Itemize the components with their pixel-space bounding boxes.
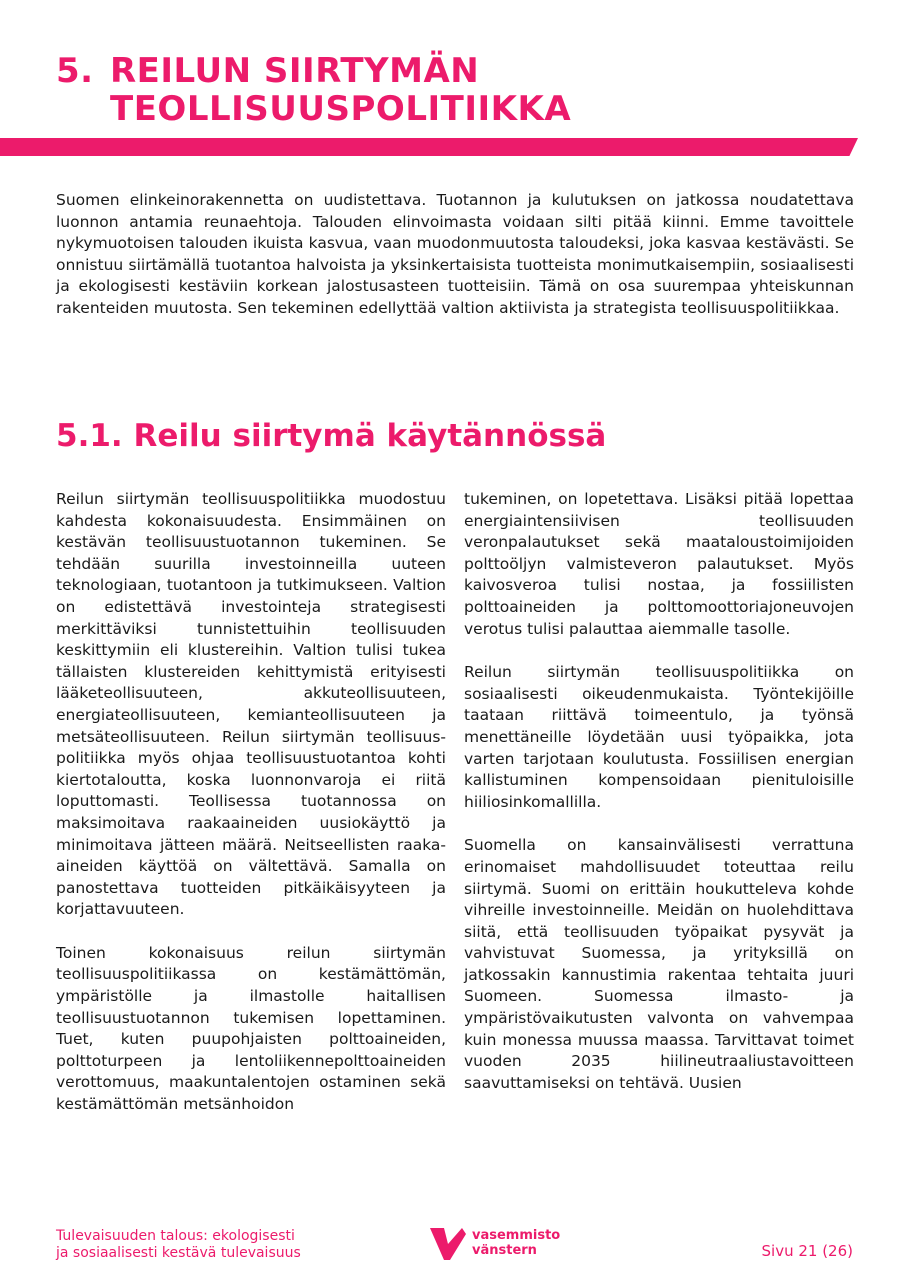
footer-title-line-2: ja sosiaalisesti kestävä tulevaisuus (56, 1245, 301, 1261)
right-paragraph-3: Suomella on kansainvälisesti verrattuna erinomaiset mahdollisuudet toteuttaa reilu siirtymä. Suomi on erittäin houkutteleva kohde vihreille investoinneille. Meidän on huolehdittava siitä, että teollisuuden työpaikat pysyvät ja vahvistuvat Suomessa, ja yrityksillä on jatkossakin kannustimia rakentaa tehtaita juuri Suomeen. Suomessa ilmasto- ja ympäristövaikutusten valvonta on vahvempaa kuin monessa muussa maassa. Tarvittavat toimet vuoden 2035 hiilineutraaliustavoitteen saavuttamiseksi on tehtävä. Uusien (464, 836, 854, 1092)
footer-document-title (56, 1228, 301, 1262)
vasemmisto-logo (428, 1224, 578, 1264)
intro-paragraph: Suomen elinkeinorakennetta on uudistettava. Tuotannon ja kulutuksen on jatkossa noudatettava luonnon antamia reunaehtoja. Talouden elinvoimasta voidaan silti pitää kiinni. Emme tavoittele nykymuotoisen talouden ikuista kasvua, vaan muodonmuutosta taloudeksi, joka kasvaa kestävästi. Se onnistuu siirtämällä tuotantoa halvoista ja yksinkertaisista tuotteista monimutkaisempiin, sosiaalisesti ja ekologisesti kestäviin korkean jalostusasteen tuotteisiin. Tämä on osa suurempaa yhteiskunnan rakenteiden muutosta. Sen tekeminen edellyttää valtion aktiivista ja strategista teollisuuspolitiikkaa. (56, 191, 854, 317)
right-paragraph-1: tukeminen, on lopetettava. Lisäksi pitää lopettaa energiaintensiivisen teollisuuden veronpalautukset sekä maataloustoimijoiden polttoöljyn valmisteveron palautukset. Myös kaivosveroa tulisi nostaa, ja fossiilisten polttoaineiden ja polttomoottoriajoneuvojen verotus tulisi palauttaa aiemmalle tasolle. (464, 490, 854, 638)
chapter-title-line-2: TEOLLISUUSPOLITIIKKA (110, 89, 572, 129)
heading-divider-bar (0, 138, 858, 156)
right-paragraph-2: Reilun siirtymän teollisuuspolitiikka on sosiaalisesti oikeudenmukaista. Työntekijöille taataan riittävä toimeentulo, ja työnsä menettäneille löydetään uusi työpaikka, jota varten tarjotaan koulutusta. Fossiilisen energian kallistuminen kompensoidaan pienituloisille hiiliosinkomallilla. (464, 663, 854, 811)
left-paragraph-2: Toinen kokonaisuus reilun siirtymän teollisuuspolitiikassa on kestämättömän, ympäristölle ja ilmastolle haitallisen teollisuustuotannon tukemisen lopettaminen. Tuet, kuten puupohjaisten polttoaineiden, polttoturpeen ja lentoliikennepolttoaineiden verottomuus, maakuntalentojen ostaminen sekä kestämättömän metsänhoidon (56, 943, 446, 1114)
chapter-title-line-1: REILUN SIIRTYMÄN (110, 51, 480, 91)
v-logo-icon (428, 1224, 468, 1264)
logo-text-line-1: vasemmisto (472, 1228, 561, 1243)
page-number: Sivu 21 (26) (761, 1242, 853, 1260)
right-column (464, 489, 854, 1116)
section-heading: 5.1. Reilu siirtymä käytännössä (56, 418, 607, 454)
footer-title-line-1: Tulevaisuuden talous: ekologisesti (56, 1228, 295, 1244)
left-paragraph-1: Reilun siirtymän teollisuuspolitiikka muodostuu kahdesta kokonaisuudesta. Ensimmäinen on kestävän teollisuustuotannon tukeminen. Se tehdään suurilla investoinneilla uuteen teknologiaan, tuotantoon ja tutkimukseen. Valtion on edistettävä investointeja strategisesti merkittäviksi tunnistettuihin teollisuuden keskittymiin eli klustereihin. Valtion tulisi tukea tällaisten klustereiden kehittymistä erityisesti lääketeollisuuteen, akkuteollisuuteen, energiateollisuuteen, kemianteollisuuteen ja metsäteollisuuteen. Reilun siirtymän teollisuuspolitiikka myös ohjaa teollisuustuotantoa kohti kiertotaloutta, koska luonnonvaroja ei riitä loputtomasti. Teollisessa tuotannossa on maksimoitava raakaaineiden uusiokäyttö ja minimoitava jätteen määrä. Neitseellisten raakaaineiden käyttöä on vältettävä. Samalla on panostettava tuotteiden pitkäikäisyyteen ja korjattavuuteen. (56, 490, 446, 919)
chapter-number: 5. (56, 51, 94, 91)
logo-text-line-2: vänstern (472, 1243, 537, 1258)
left-column (56, 489, 446, 1138)
